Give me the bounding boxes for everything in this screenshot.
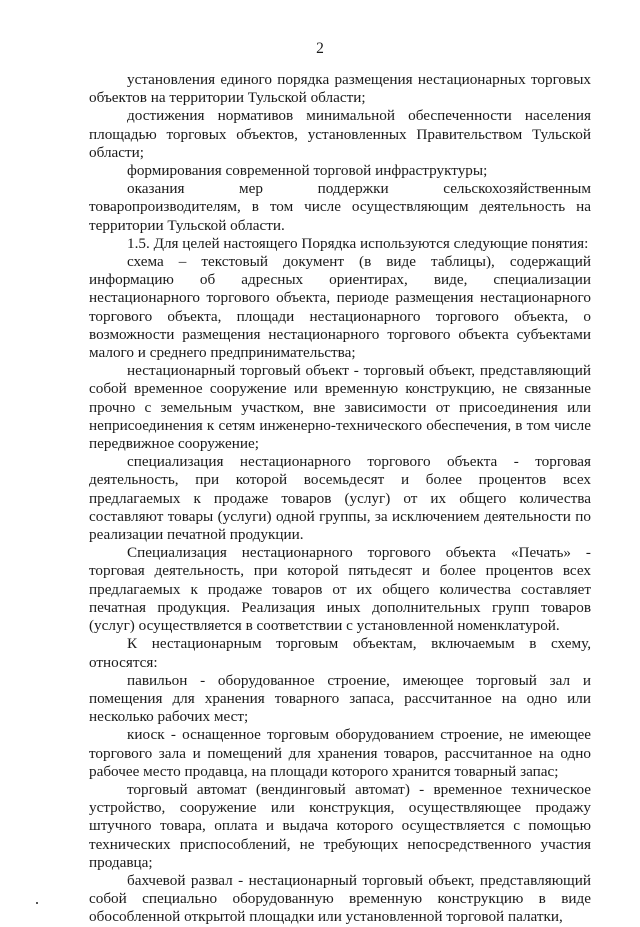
- paragraph: Специализация нестационарного торгового объекта «Печать» - торговая деятельность, при которой пятьдесят и более процентов всех предлагаемых к продаже товаров от их общего количества составляет печатная продукция. Реализация иных дополнительных групп товаров (услуг) осуществляется в соответствии с установленной номенклатурой.: [89, 544, 591, 635]
- page-number: 2: [316, 40, 324, 57]
- paragraph: 1.5. Для целей настоящего Порядка используются следующие понятия:: [127, 234, 589, 252]
- paragraph: торговый автомат (вендинговый автомат) - временное техническое устройство, сооружение или конструкция, осуществляющее продажу штучного товара, оплата и выдача которого осуществляется с помощью технических приспособлений, не требующих непосредственного участия продавца;: [89, 780, 591, 871]
- document-body: [89, 71, 591, 927]
- paragraph: установления единого порядка размещения нестационарных торговых объектов на территории Тульской области;: [89, 71, 591, 107]
- paragraph: нестационарный торговый объект - торговый объект, представляющий собой временное сооружение или временную конструкцию, не связанные прочно с земельным участком, вне зависимости от присоединения или неприсоединения к сетям инженерно-технического обеспечения, в том числе передвижное сооружение;: [89, 362, 591, 453]
- paragraph: павильон - оборудованное строение, имеющее торговый зал и помещения для хранения товарного запаса, рассчитанное на одно или несколько рабочих мест;: [89, 671, 591, 726]
- paragraph: К нестационарным торговым объектам, включаемым в схему, относятся:: [89, 635, 591, 671]
- paragraph: схема – текстовый документ (в виде таблицы), содержащий информацию об адресных ориентирах, виде, специализации нестационарного торгового объекта, периоде размещения нестационарного торгового объекта, площади нестационарного торгового объекта, о возможности размещения нестационарного торгового объекта субъектами малого и среднего предпринимательства;: [89, 253, 591, 362]
- paragraph: специализация нестационарного торгового объекта - торговая деятельность, при которой восемьдесят и более процентов всех предлагаемых к продаже товаров (услуг) от их общего количества составляют товары (услуги) одной группы, за исключением деятельности по реализации печатной продукции.: [89, 453, 591, 544]
- scan-speck: [36, 902, 38, 904]
- paragraph: киоск - оснащенное торговым оборудованием строение, не имеющее торгового зала и помещений для хранения товаров, рассчитанное на одно рабочее место продавца, на площади которого хранится товарный запас;: [89, 726, 591, 780]
- paragraph: бахчевой развал - нестационарный торговый объект, представляющий собой специально оборудованную временную конструкцию в виде обособленной открытой площадки или установленной торговой палатки,: [89, 871, 591, 926]
- paragraph: формирования современной торговой инфраструктуры;: [127, 162, 488, 180]
- paragraph: достижения нормативов минимальной обеспеченности населения площадью торговых объектов, установленных Правительством Тульской области;: [89, 107, 591, 161]
- paragraph: оказания мер поддержки сельскохозяйственным товаропроизводителям, в том числе осуществляющим деятельность на территории Тульской области.: [89, 180, 591, 234]
